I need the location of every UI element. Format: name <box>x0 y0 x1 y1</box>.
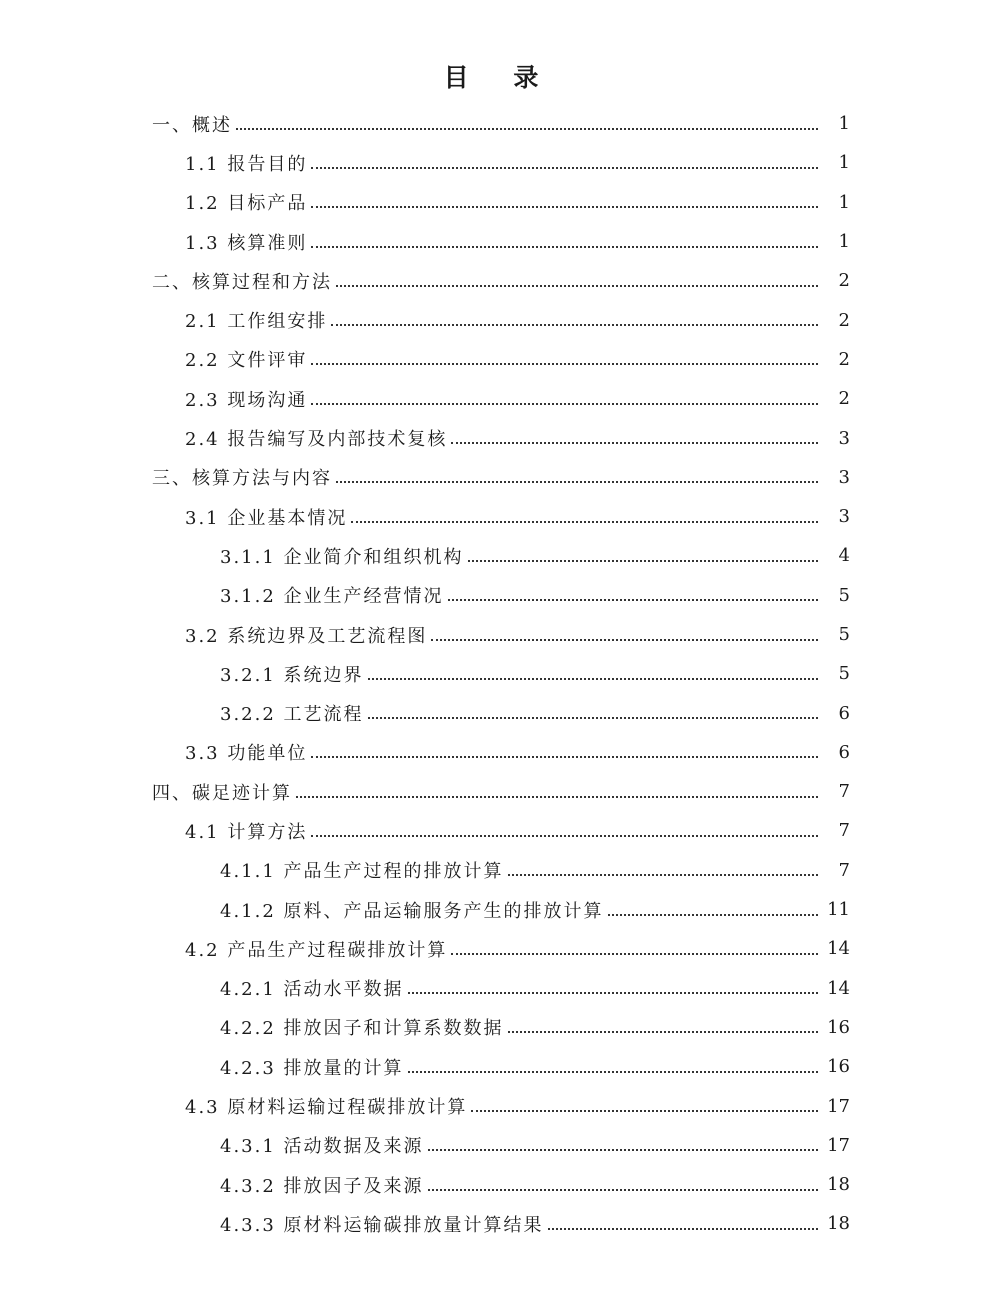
toc-entry[interactable] <box>0 1165 1000 1204</box>
toc-entry-label: 3.2 系统边界及工艺流程图 <box>185 625 428 647</box>
toc-entry-page-number: 5 <box>838 584 850 606</box>
toc-entry-label: 4.2.1 活动水平数据 <box>220 979 404 1001</box>
toc-entry[interactable] <box>0 1126 1000 1165</box>
toc-entry-label: 4.2.3 排放量的计算 <box>220 1057 404 1079</box>
dot-leader <box>351 521 818 523</box>
dot-leader <box>471 1110 818 1112</box>
toc-entry-label: 二、核算过程和方法 <box>152 271 332 293</box>
toc-entry[interactable] <box>0 183 1000 222</box>
dot-leader <box>311 835 818 837</box>
toc-entry-label: 1.2 目标产品 <box>185 193 308 215</box>
toc-entry-label: 3.1 企业基本情况 <box>185 507 348 529</box>
toc-entry-page-number: 16 <box>827 1016 850 1038</box>
toc-entry-page-number: 5 <box>838 624 850 645</box>
dot-leader <box>431 639 818 641</box>
toc-entry[interactable] <box>0 104 1000 143</box>
dot-leader <box>408 1071 818 1073</box>
dot-leader <box>428 1149 818 1151</box>
toc-entry[interactable] <box>0 693 1000 732</box>
toc-entry-label: 2.3 现场沟通 <box>185 389 308 411</box>
toc-entry-page-number: 7 <box>838 781 850 803</box>
dot-leader <box>448 599 818 601</box>
dot-leader <box>428 1189 818 1191</box>
toc-entry[interactable] <box>0 772 1000 811</box>
toc-entry-label: 1.1 报告目的 <box>185 153 308 175</box>
dot-leader <box>311 363 818 365</box>
toc-entry[interactable] <box>0 222 1000 261</box>
dot-leader <box>311 246 818 248</box>
toc-entry-page-number: 1 <box>838 191 850 213</box>
toc-entry-page-number: 7 <box>838 820 850 842</box>
toc-entry[interactable] <box>0 615 1000 654</box>
toc-list <box>0 104 1000 1244</box>
toc-entry-label: 4.1 计算方法 <box>185 821 308 843</box>
toc-entry-page-number: 6 <box>838 741 850 763</box>
toc-entry[interactable] <box>0 261 1000 300</box>
toc-entry[interactable] <box>0 576 1000 615</box>
toc-entry-label: 3.1.2 企业生产经营情况 <box>220 586 444 608</box>
toc-entry-label: 3.2.1 系统边界 <box>220 664 364 686</box>
toc-entry-label: 4.2.2 排放因子和计算系数数据 <box>220 1018 504 1040</box>
toc-entry-page-number: 4 <box>838 545 850 567</box>
toc-entry-page-number: 5 <box>838 663 850 685</box>
toc-entry-page-number: 17 <box>827 1095 850 1117</box>
toc-entry-page-number: 14 <box>827 938 850 960</box>
dot-leader <box>408 992 818 994</box>
dot-leader <box>608 914 818 916</box>
toc-entry[interactable] <box>0 1204 1000 1243</box>
toc-entry[interactable] <box>0 497 1000 536</box>
dot-leader <box>368 678 818 680</box>
toc-entry[interactable] <box>0 1047 1000 1086</box>
toc-entry-page-number: 2 <box>838 348 850 370</box>
toc-entry[interactable] <box>0 851 1000 890</box>
toc-entry-label: 3.1.1 企业简介和组织机构 <box>220 546 464 568</box>
toc-entry-page-number: 3 <box>838 466 850 488</box>
dot-leader <box>331 324 818 326</box>
toc-entry-page-number: 14 <box>827 977 850 999</box>
toc-entry[interactable] <box>0 418 1000 457</box>
dot-leader <box>368 717 818 719</box>
toc-entry-label: 4.3.3 原材料运输碳排放量计算结果 <box>220 1214 544 1236</box>
toc-entry-page-number: 1 <box>838 113 850 135</box>
toc-entry-label: 4.3.2 排放因子及来源 <box>220 1175 424 1197</box>
toc-entry-label: 2.2 文件评审 <box>185 350 308 372</box>
toc-entry-label: 2.4 报告编写及内部技术复核 <box>185 429 448 451</box>
toc-entry-label: 3.3 功能单位 <box>185 743 308 765</box>
dot-leader <box>451 953 818 955</box>
toc-entry-page-number: 3 <box>838 506 850 528</box>
toc-entry-page-number: 2 <box>838 270 850 292</box>
toc-entry-page-number: 3 <box>838 427 850 449</box>
toc-entry-label: 一、概述 <box>152 114 232 136</box>
toc-entry[interactable] <box>0 654 1000 693</box>
toc-entry[interactable] <box>0 458 1000 497</box>
toc-entry-label: 四、碳足迹计算 <box>152 782 292 804</box>
dot-leader <box>451 442 818 444</box>
toc-entry[interactable] <box>0 969 1000 1008</box>
toc-entry[interactable] <box>0 536 1000 575</box>
toc-entry[interactable] <box>0 340 1000 379</box>
toc-entry[interactable] <box>0 890 1000 929</box>
dot-leader <box>236 128 818 130</box>
toc-entry-page-number: 2 <box>838 388 850 410</box>
toc-entry[interactable] <box>0 811 1000 850</box>
toc-entry[interactable] <box>0 300 1000 339</box>
toc-entry-page-number: 1 <box>838 152 850 174</box>
dot-leader <box>311 403 818 405</box>
dot-leader <box>468 560 818 562</box>
toc-entry[interactable] <box>0 143 1000 182</box>
toc-entry-label: 2.1 工作组安排 <box>185 311 328 333</box>
toc-entry-page-number: 1 <box>838 231 850 253</box>
toc-entry-label: 4.3 原材料运输过程碳排放计算 <box>185 1097 468 1119</box>
dot-leader <box>548 1228 818 1230</box>
toc-entry-page-number: 17 <box>827 1134 850 1156</box>
toc-entry-label: 1.3 核算准则 <box>185 232 308 254</box>
toc-entry-page-number: 18 <box>827 1213 850 1235</box>
dot-leader <box>311 206 818 208</box>
toc-entry-page-number: 7 <box>838 859 850 881</box>
dot-leader <box>296 796 818 798</box>
toc-entry[interactable] <box>0 929 1000 968</box>
page-title: 目 录 <box>443 63 557 92</box>
toc-entry-page-number: 16 <box>827 1056 850 1078</box>
dot-leader <box>336 481 818 483</box>
dot-leader <box>311 756 818 758</box>
toc-entry-page-number: 18 <box>827 1174 850 1196</box>
toc-entry[interactable] <box>0 1008 1000 1047</box>
toc-entry[interactable] <box>0 379 1000 418</box>
toc-entry-label: 4.1.2 原料、产品运输服务产生的排放计算 <box>220 900 604 922</box>
dot-leader <box>311 167 818 169</box>
dot-leader <box>508 874 818 876</box>
toc-entry-page-number: 2 <box>838 309 850 331</box>
toc-entry[interactable] <box>0 733 1000 772</box>
toc-entry-page-number: 6 <box>838 702 850 724</box>
toc-entry-label: 4.2 产品生产过程碳排放计算 <box>185 939 448 961</box>
toc-entry-label: 3.2.2 工艺流程 <box>220 704 364 726</box>
toc-entry-label: 4.1.1 产品生产过程的排放计算 <box>220 861 504 883</box>
toc-entry-label: 三、核算方法与内容 <box>152 468 332 490</box>
toc-entry[interactable] <box>0 1086 1000 1125</box>
toc-entry-page-number: 11 <box>827 899 850 921</box>
toc-entry-label: 4.3.1 活动数据及来源 <box>220 1136 424 1158</box>
dot-leader <box>336 285 818 287</box>
dot-leader <box>508 1031 818 1033</box>
